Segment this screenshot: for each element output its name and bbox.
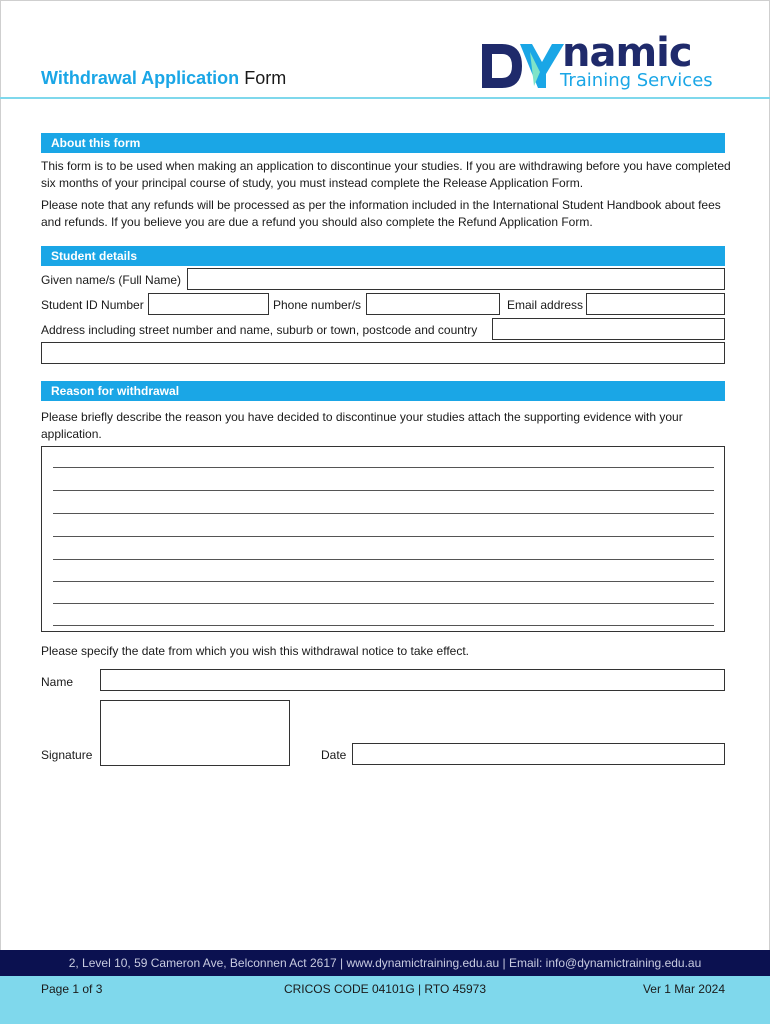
writing-line <box>53 513 714 514</box>
given-name-field[interactable] <box>187 268 725 290</box>
phone-label: Phone number/s <box>273 298 362 312</box>
logo-subtitle: Training Services <box>560 70 713 91</box>
footer-contact-bar: 2, Level 10, 59 Cameron Ave, Belconnen Act 2617 | www.dynamictraining.edu.au | Email: info@dynamictraining.edu.au <box>0 950 770 976</box>
effective-date-instructions: Please specify the date from which you wish this withdrawal notice to take effect. <box>41 644 469 658</box>
phone-field[interactable] <box>366 293 500 315</box>
writing-line <box>53 536 714 537</box>
reason-instructions: Please briefly describe the reason you have decided to discontinue your studies attach the supporting evidence with your application. <box>41 410 683 441</box>
email-field[interactable] <box>586 293 725 315</box>
about-paragraph-2: Please note that any refunds will be processed as per the information included in the International Student Handbook about fees and refunds. If you believe you are due a refund you should also complete the Refund Application Form. <box>41 198 721 229</box>
signature-label: Signature <box>41 748 93 762</box>
writing-line <box>53 581 714 582</box>
date-label: Date <box>321 748 347 762</box>
logo-wordmark: namic <box>562 30 692 76</box>
email-label: Email address <box>507 298 584 312</box>
dynamic-logo <box>480 30 730 96</box>
name-label: Name <box>41 675 74 689</box>
writing-line <box>53 625 714 626</box>
signature-field[interactable] <box>100 700 290 766</box>
address-field-line-2[interactable] <box>41 342 725 364</box>
student-section-heading: Student details <box>41 246 725 266</box>
writing-line <box>53 490 714 491</box>
reason-text-area[interactable] <box>41 446 725 632</box>
page-number: Page 1 of 3 <box>41 982 103 996</box>
logo-dy-mark-icon <box>480 42 564 92</box>
writing-line <box>53 467 714 468</box>
student-id-field[interactable] <box>148 293 269 315</box>
date-field[interactable] <box>352 743 725 765</box>
about-paragraph-1: This form is to be used when making an application to discontinue your studies. If you are withdrawing before you have completed six months of your principal course of study, you must instead complete the Release Application Form. <box>41 159 731 190</box>
name-field[interactable] <box>100 669 725 691</box>
student-id-label: Student ID Number <box>41 298 144 312</box>
writing-line <box>53 559 714 560</box>
cricos-code: CRICOS CODE 04101G | RTO 45973 <box>283 982 487 996</box>
about-section-heading: About this form <box>41 133 725 153</box>
title-part-2: Form <box>244 68 287 88</box>
given-name-label: Given name/s (Full Name) <box>41 273 182 287</box>
address-field-line-1[interactable] <box>492 318 725 340</box>
form-title <box>41 68 286 89</box>
address-label: Address including street number and name, suburb or town, postcode and country <box>41 323 478 337</box>
writing-line <box>53 603 714 604</box>
header-divider <box>0 97 770 99</box>
reason-section-heading: Reason for withdrawal <box>41 381 725 401</box>
version-label: Ver 1 Mar 2024 <box>642 982 725 996</box>
title-part-1: Withdrawal Application <box>41 68 240 88</box>
